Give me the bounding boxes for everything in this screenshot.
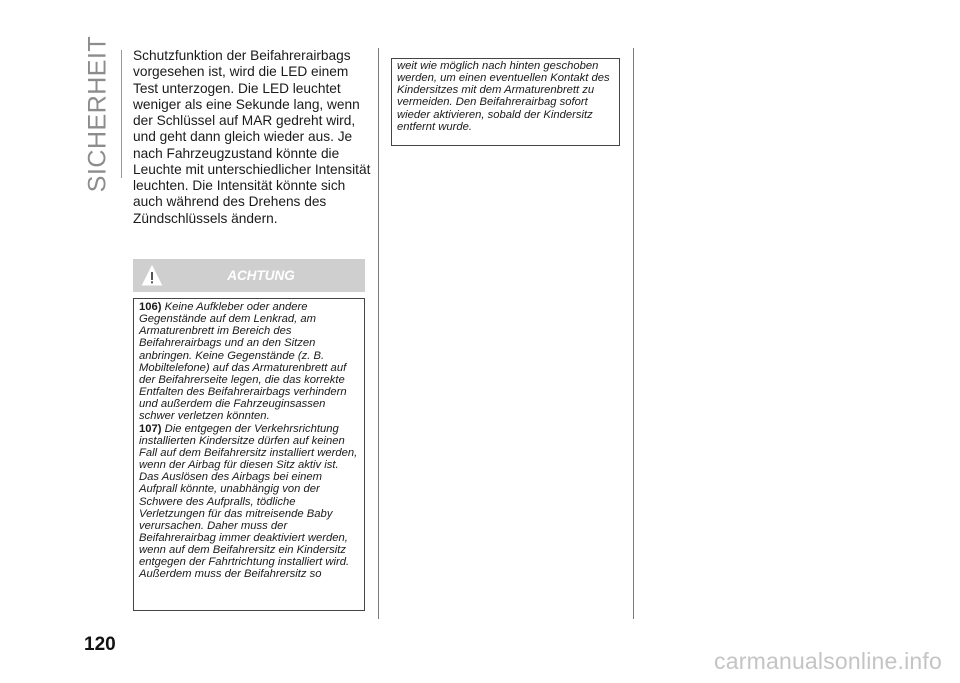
watermark-text: carmanualsonline.info bbox=[714, 648, 942, 674]
warning-item-number: 107) bbox=[139, 422, 162, 435]
section-title bbox=[80, 35, 116, 193]
warning-box bbox=[133, 298, 365, 611]
warning-item-text: Keine Aufkleber oder andere Gegenstände auf dem Lenkrad, am Armaturenbrett im Bereich des Beifahrerairbags und an den Sitzen anbringen. Keine Gegenstände (z. B. Mobiltelefone) auf das Armaturenbrett auf der Beifahrerseite legen, die das korrekte Entfalten des Beifahrerairbags verhindern und außerdem die Fahrzeuginsassen schwer verletzen könnten. bbox=[139, 301, 347, 423]
column-divider-right bbox=[633, 48, 634, 619]
section-title-text: SICHERHEIT bbox=[83, 35, 112, 193]
warning-header bbox=[133, 259, 365, 292]
warning-title: ACHTUNG bbox=[227, 268, 295, 283]
column-divider-left bbox=[378, 48, 379, 619]
warning-item-107 bbox=[139, 423, 359, 581]
section-title-rule bbox=[121, 50, 122, 178]
warning-item-106 bbox=[139, 301, 359, 423]
continued-warning-box bbox=[391, 58, 620, 146]
continued-warning-text: weit wie möglich nach hinten geschoben werden, um einen eventuellen Kontakt des Kindersitzes mit dem Armaturenbrett zu vermeiden. Den Beifahrerairbag sofort wieder aktivieren, sobald der Kindersitz entfernt wurde. bbox=[397, 60, 610, 133]
warning-item-text: Die entgegen der Verkehrsrichtung installierten Kindersitze dürfen auf keinen Fall auf dem Beifahrersitz installiert werden, wenn der Airbag für diesen Sitz aktiv ist. Das Auslösen des Airbags bei einem Aufprall könnte, unabhängig von der Schwere des Aufpralls, tödliche Verletzungen für das mitreisende Baby verursachen. Daher muss der Beifahrerairbag immer deaktiviert werden, wenn auf dem Beifahrersitz ein Kindersitz entgegen der Fahrtrichtung installiert wird. Außerdem muss der Beifahrersitz so bbox=[139, 422, 358, 581]
warning-text bbox=[139, 301, 359, 581]
page-number: 120 bbox=[84, 634, 116, 655]
body-paragraph: Schutzfunktion der Beifahrerairbags vorgesehen ist, wird die LED einem Test unterzogen. Die LED leuchtet weniger als eine Sekunde lang, wenn der Schlüssel auf MAR gedreht wird, und geht dann gleich wieder aus. Je nach Fahrzeugzustand könnte die Leuchte mit unterschiedlicher Intensität leuchten. Die Intensität könnte sich auch während des Drehens des Zündschlüssels ändern. bbox=[133, 48, 371, 226]
warning-item-number: 106) bbox=[139, 301, 162, 313]
